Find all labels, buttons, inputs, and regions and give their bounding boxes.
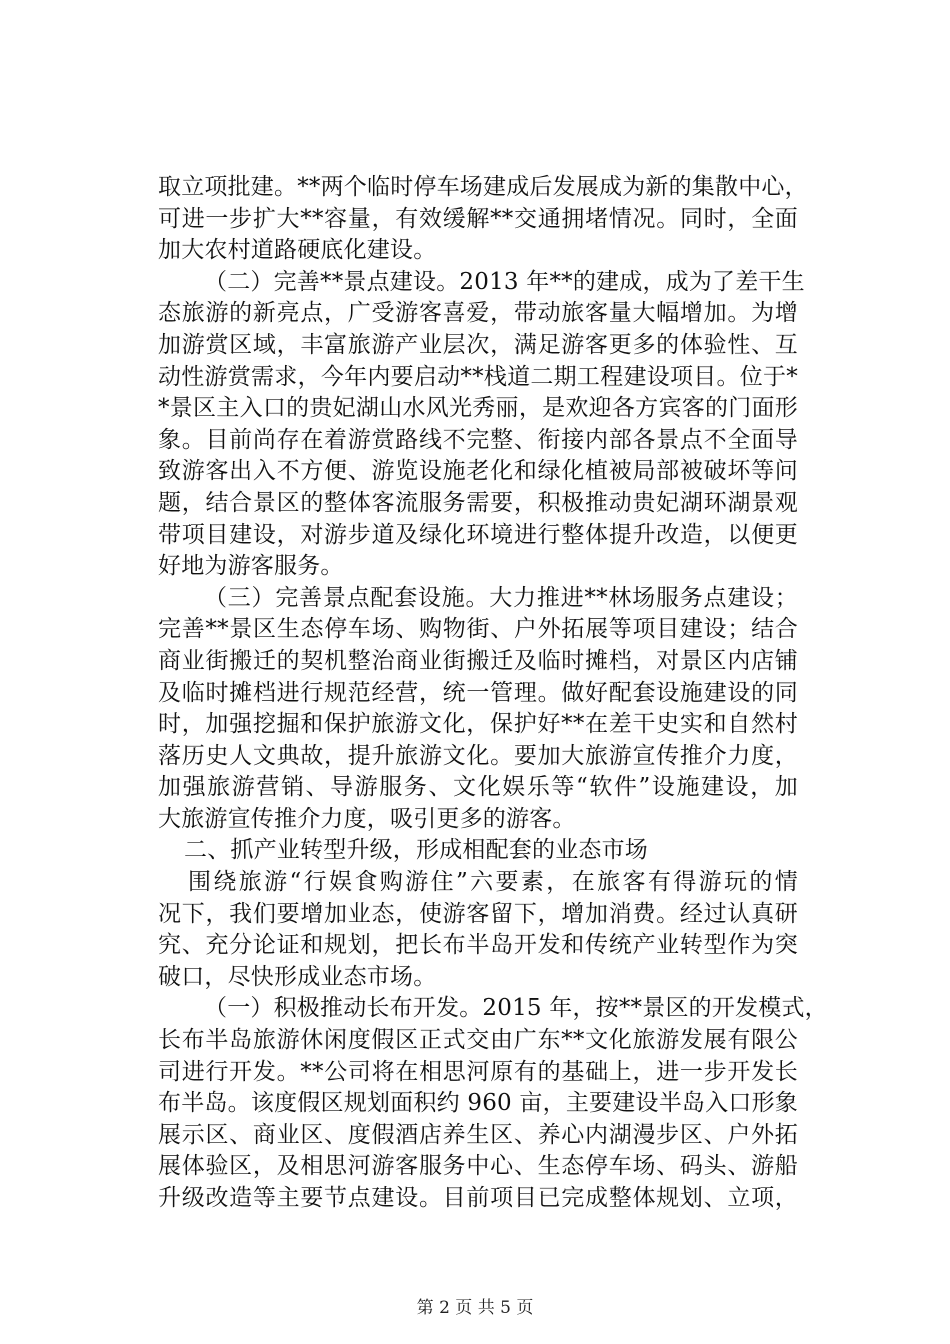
text-line: 致游客出入不方便、游览设施老化和绿化植被局部被破坏等问 xyxy=(158,458,798,485)
text-line: 破口，尽快形成业态市场。 xyxy=(158,963,437,990)
text-line: 取立项批建。**两个临时停车场建成后发展成为新的集散中心， xyxy=(158,174,808,200)
text-line: 展示区、商业区、度假酒店养生区、养心内湖漫步区、户外拓 xyxy=(158,1121,798,1148)
document-body xyxy=(158,172,828,1215)
text-line: 加大农村道路硬底化建设。 xyxy=(158,237,437,264)
text-line: 带项目建设，对游步道及绿化环境进行整体提升改造，以便更 xyxy=(158,521,798,548)
text-line: *景区主入口的贵妃湖山水风光秀丽，是欢迎各方宾客的门面形 xyxy=(158,395,798,422)
text-line: 况下，我们要增加业态，使游客留下，增加消费。经过认真研 xyxy=(158,900,798,927)
text-line: 象。目前尚存在着游赏路线不完整、衔接内部各景点不全面导 xyxy=(158,426,798,453)
text-line: 落历史人文典故，提升旅游文化。要加大旅游宣传推介力度， xyxy=(158,742,798,769)
text-line: 究、充分论证和规划，把长布半岛开发和传统产业转型作为突 xyxy=(158,932,798,959)
text-line: 司进行开发。**公司将在相思河原有的基础上，进一步开发长 xyxy=(158,1058,798,1085)
text-line: 态旅游的新亮点，广受游客喜爱，带动旅客量大幅增加。为增 xyxy=(158,300,798,327)
text-line: 时，加强挖掘和保护旅游文化，保护好**在差干史实和自然村 xyxy=(158,711,798,738)
text-line: 加游赏区域，丰富旅游产业层次，满足游客更多的体验性、互 xyxy=(158,331,798,358)
section-paragraph-start: （三）完善景点配套设施。大力推进**林场服务点建设； xyxy=(204,584,798,611)
text-line: 动性游赏需求，今年内要启动**栈道二期工程建设项目。位于* xyxy=(158,363,798,390)
text-line: 题，结合景区的整体客流服务需要，积极推动贵妃湖环湖景观 xyxy=(158,489,798,516)
section-heading: 二、抓产业转型升级，形成相配套的业态市场 xyxy=(184,837,648,864)
text-line: 好地为游客服务。 xyxy=(158,553,344,580)
paragraph-start: 围绕旅游“行娱食购游住”六要素，在旅客有得游玩的情 xyxy=(188,869,798,896)
text-line: 商业街搬迁的契机整治商业街搬迁及临时摊档，对景区内店铺 xyxy=(158,647,798,674)
text-line: 完善**景区生态停车场、购物街、户外拓展等项目建设；结合 xyxy=(158,616,798,643)
text-line: 及临时摊档进行规范经营，统一管理。做好配套设施建设的同 xyxy=(158,679,798,706)
section-paragraph-start: （一）积极推动长布开发。2015 年，按**景区的开发模式， xyxy=(204,995,828,1022)
text-line: 大旅游宣传推介力度，吸引更多的游客。 xyxy=(158,805,576,832)
section-paragraph-start: （二）完善**景点建设。2013 年**的建成，成为了差干生 xyxy=(204,268,805,295)
text-line: 布半岛。该度假区规划面积约 960 亩，主要建设半岛入口形象 xyxy=(158,1090,798,1117)
text-line: 展体验区，及相思河游客服务中心、生态停车场、码头、游船 xyxy=(158,1153,798,1180)
text-line: 长布半岛旅游休闲度假区正式交由广东**文化旅游发展有限公 xyxy=(158,1027,798,1054)
text-line: 加强旅游营销、导游服务、文化娱乐等“软件”设施建设，加 xyxy=(158,774,798,801)
text-line: 升级改造等主要节点建设。目前项目已完成整体规划、立项， xyxy=(158,1185,798,1211)
page-number-footer: 第 2 页 共 5 页 xyxy=(416,1298,534,1318)
text-line: 可进一步扩大**容量，有效缓解**交通拥堵情况。同时，全面 xyxy=(158,205,798,232)
